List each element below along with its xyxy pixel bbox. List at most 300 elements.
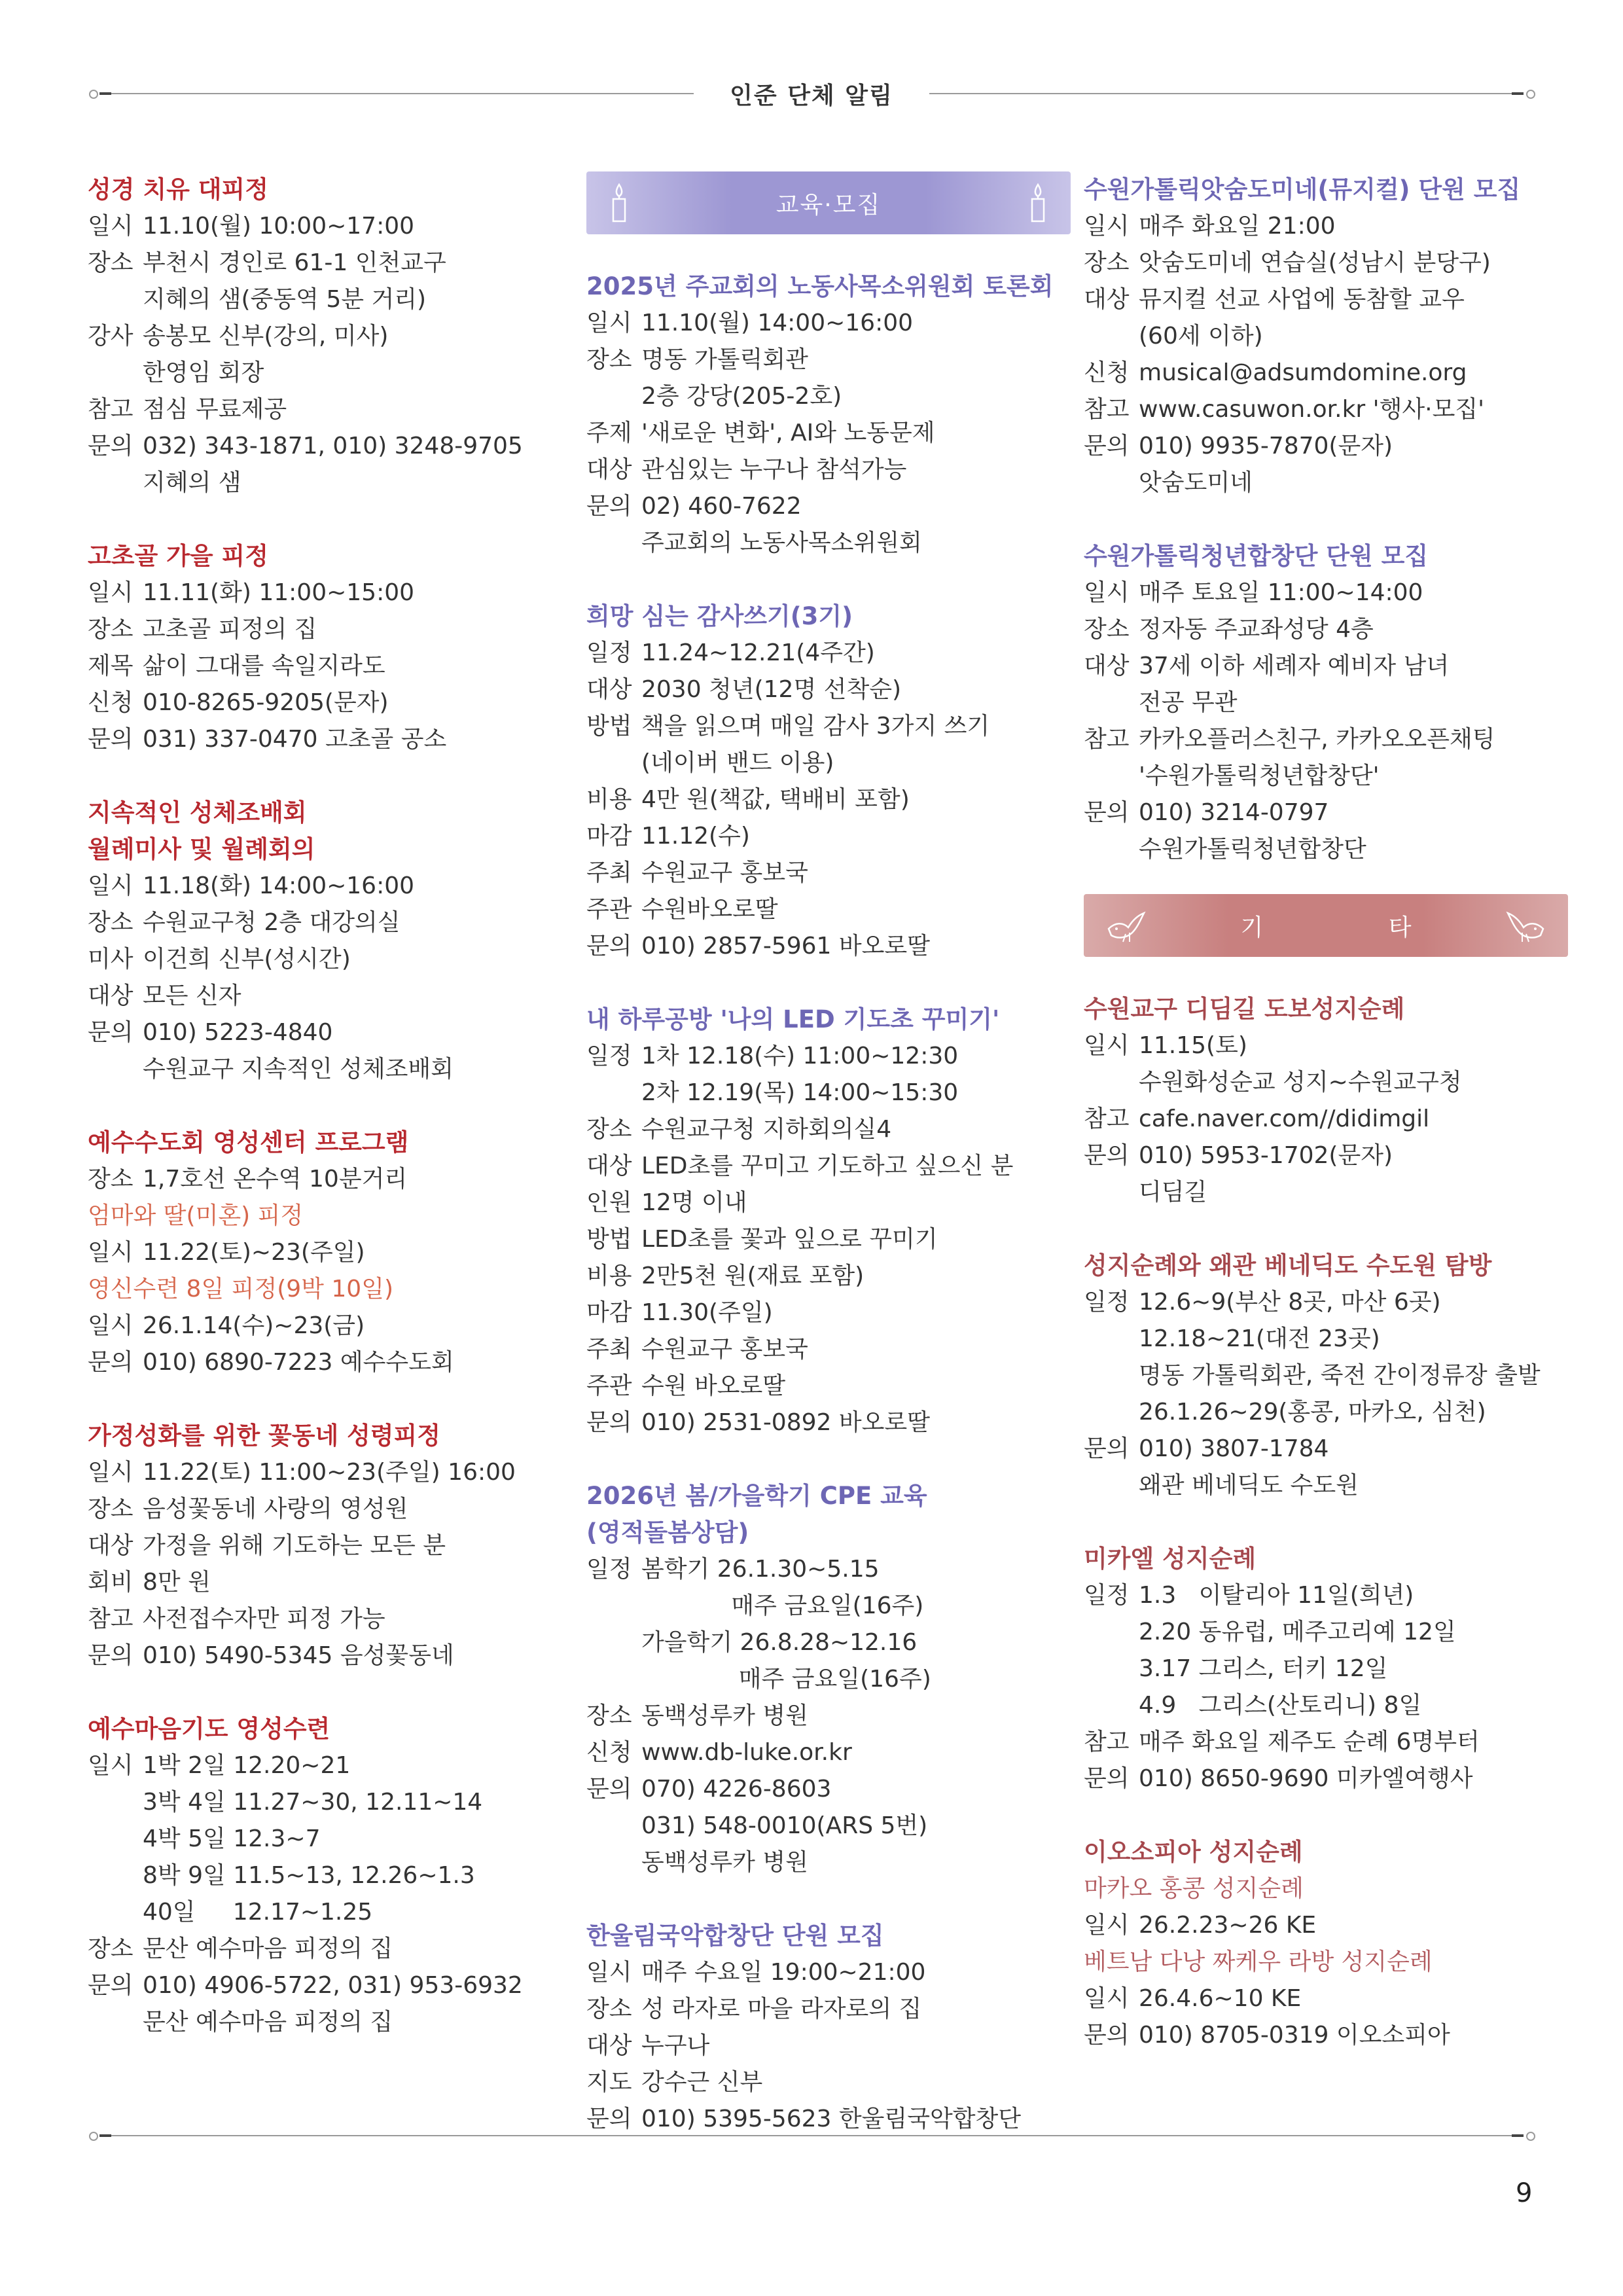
info-row xyxy=(88,1454,572,1491)
info-row xyxy=(1084,1394,1568,1431)
info-value: 12.6~9(부산 8곳, 마산 6곳) xyxy=(1139,1289,1441,1316)
info-label: 마감 xyxy=(586,1299,632,1326)
info-value: 매주 수요일 19:00~21:00 xyxy=(641,1959,926,1986)
info-row xyxy=(88,245,572,281)
info-label: 회비 xyxy=(88,1569,134,1596)
info-row xyxy=(88,905,572,941)
info-row xyxy=(1084,1431,1568,1467)
info-label: 문의 xyxy=(586,493,632,520)
info-label: 일시 xyxy=(1084,1032,1130,1059)
info-row xyxy=(586,2101,1071,2138)
info-row xyxy=(1084,795,1568,831)
info-value: 010) 3807-1784 xyxy=(1139,1435,1329,1462)
info-value: 11.22(토)~23(주일) xyxy=(143,1239,365,1266)
info-row xyxy=(88,355,572,391)
info-label xyxy=(88,355,143,391)
info-value: 지혜의 샘 xyxy=(143,469,241,496)
info-label: 일시 xyxy=(1084,579,1130,606)
info-value: 010) 8650-9690 미카엘여행사 xyxy=(1139,1765,1473,1792)
info-label: 비용 xyxy=(586,786,632,813)
event-block xyxy=(586,1001,1071,1441)
info-value: 수원바오로딸 xyxy=(641,896,778,923)
info-label: 참고 xyxy=(1084,1105,1130,1132)
info-value: 010-8265-9205(문자) xyxy=(143,689,389,716)
info-label: 문의 xyxy=(88,1972,134,1999)
event-block xyxy=(88,171,572,501)
info-label xyxy=(88,2004,143,2041)
info-row xyxy=(1084,648,1568,685)
info-value: 2.20 동유럽, 메주고리예 12일 xyxy=(1139,1619,1456,1645)
info-label: 대상 xyxy=(1084,653,1130,679)
info-row xyxy=(1084,1174,1568,1211)
education-banner-label: 교육·모집 xyxy=(776,191,882,219)
info-value: 11.15(토) xyxy=(1139,1032,1247,1059)
info-label: 지도 xyxy=(586,2069,632,2096)
info-row xyxy=(88,1344,572,1381)
info-value: 031) 548-0010(ARS 5번) xyxy=(641,1812,928,1839)
info-value: 010) 2531-0892 바오로딸 xyxy=(641,1409,930,1436)
info-label: 장소 xyxy=(586,1702,632,1729)
info-value: 문산 예수마음 피정의 집 xyxy=(143,1935,393,1962)
info-row xyxy=(88,1014,572,1051)
info-row xyxy=(586,488,1071,525)
info-label: 신청 xyxy=(586,1739,632,1766)
info-value: 11.12(수) xyxy=(641,823,750,850)
info-row xyxy=(1084,355,1568,391)
info-value: LED초를 꾸미고 기도하고 싶으신 분 xyxy=(641,1153,1014,1179)
info-label: 참고 xyxy=(1084,396,1130,423)
info-row xyxy=(1084,245,1568,281)
info-row xyxy=(88,1748,572,1784)
info-row xyxy=(88,318,572,355)
info-label xyxy=(88,281,143,318)
info-label: 일정 xyxy=(586,639,632,666)
info-row xyxy=(1084,465,1568,501)
event-title: 예수마음기도 영성수련 xyxy=(88,1715,330,1743)
info-value: 수원 바오로딸 xyxy=(641,1372,786,1399)
info-value: 부천시 경인로 61-1 인천교구 xyxy=(143,249,446,276)
dove-icon xyxy=(1103,903,1149,948)
info-row xyxy=(586,635,1071,672)
info-value: 수원교구 지속적인 성체조배회 xyxy=(143,1056,454,1083)
info-label: 문의 xyxy=(1084,1435,1130,1462)
info-value: 2차 12.19(목) 14:00~15:30 xyxy=(641,1079,959,1106)
info-value: 점심 무료제공 xyxy=(143,396,287,423)
info-value: '새로운 변화', AI와 노동문제 xyxy=(641,420,935,446)
column-3 xyxy=(1084,171,1568,2090)
info-row xyxy=(586,1624,1071,1661)
event-title: 지속적인 성체조배회 xyxy=(88,798,307,827)
candle-icon xyxy=(606,182,632,224)
info-label xyxy=(586,525,641,562)
info-value: (60세 이하) xyxy=(1139,323,1263,350)
info-label: 일정 xyxy=(1084,1582,1130,1609)
info-label: 강사 xyxy=(88,323,134,350)
info-row xyxy=(1084,1724,1568,1761)
info-label: 일정 xyxy=(586,1556,632,1583)
info-label: 참고 xyxy=(1084,726,1130,753)
info-value: 관심있는 누구나 참석가능 xyxy=(641,456,907,483)
event-title-line2: 월례미사 및 월례회의 xyxy=(88,835,315,863)
info-label: 참고 xyxy=(1084,1729,1130,1755)
info-value: 전공 무관 xyxy=(1139,689,1238,716)
info-row xyxy=(1084,1981,1568,2017)
info-value: 010) 8705-0319 이오소피아 xyxy=(1139,2022,1450,2049)
info-label xyxy=(1084,831,1139,868)
event-block xyxy=(88,1124,572,1381)
info-value: 11.22(토) 11:00~23(주일) 16:00 xyxy=(143,1459,516,1486)
info-value: 3.17 그리스, 터키 12일 xyxy=(1139,1655,1388,1682)
info-row xyxy=(586,891,1071,928)
info-value: 010) 9935-7870(문자) xyxy=(1139,433,1393,459)
info-row xyxy=(586,1185,1071,1221)
info-row xyxy=(586,928,1071,965)
info-label xyxy=(1084,1687,1139,1724)
info-label: 대상 xyxy=(88,982,134,1009)
info-value: 11.18(화) 14:00~16:00 xyxy=(143,872,415,899)
info-row xyxy=(1084,611,1568,648)
info-row xyxy=(88,391,572,428)
info-row xyxy=(586,672,1071,708)
info-label: 일시 xyxy=(88,1312,134,1339)
info-value: 동백성루카 병원 xyxy=(641,1849,808,1876)
info-value: 070) 4226-8603 xyxy=(641,1776,832,1803)
info-row xyxy=(1084,1907,1568,1944)
info-row xyxy=(586,1698,1071,1734)
info-row xyxy=(586,818,1071,855)
event-title: 미카엘 성지순례 xyxy=(1084,1545,1257,1573)
info-row xyxy=(1084,2017,1568,2054)
info-row xyxy=(88,1161,572,1198)
info-label: 대상 xyxy=(586,676,632,703)
info-label: 장소 xyxy=(88,1935,134,1962)
info-row xyxy=(1084,1357,1568,1394)
info-label xyxy=(88,465,143,501)
info-value: 11.11(화) 11:00~15:00 xyxy=(143,579,415,606)
event-title: 2026년 봄/가을학기 CPE 교육 xyxy=(586,1482,927,1510)
info-row xyxy=(88,465,572,501)
info-value: 1차 12.18(수) 11:00~12:30 xyxy=(641,1043,959,1069)
bottom-rule-right-dot xyxy=(1526,2132,1535,2141)
column-2 xyxy=(586,171,1071,2174)
event-title: 성경 치유 대피정 xyxy=(88,175,268,204)
info-label: 일시 xyxy=(88,1752,134,1779)
event-title: 내 하루공방 '나의 LED 기도초 꾸미기' xyxy=(586,1005,1000,1033)
info-value: 뮤지컬 선교 사업에 동참할 교우 xyxy=(1139,286,1465,313)
info-label: 일정 xyxy=(586,1043,632,1069)
info-value: 가을학기 26.8.28~12.16 xyxy=(641,1629,918,1656)
info-label: 일시 xyxy=(1084,1912,1130,1939)
info-row xyxy=(88,1564,572,1601)
info-label: 신청 xyxy=(88,689,134,716)
info-row xyxy=(88,1821,572,1857)
bottom-rule-left-dash xyxy=(99,2134,111,2137)
info-row xyxy=(88,1308,572,1344)
info-label: 문의 xyxy=(1084,2022,1130,2049)
info-value: 26.2.23~26 KE xyxy=(1139,1912,1317,1939)
info-row xyxy=(586,1075,1071,1111)
info-label: 장소 xyxy=(1084,616,1130,643)
event-title: 수원교구 디딤길 도보성지순례 xyxy=(1084,995,1405,1023)
info-value: 1,7호선 온수역 10분거리 xyxy=(143,1166,408,1193)
info-value: 디딤길 xyxy=(1139,1179,1207,1206)
info-label: 문의 xyxy=(586,2106,632,2132)
info-row xyxy=(1084,391,1568,428)
info-value: 26.1.14(수)~23(금) xyxy=(143,1312,365,1339)
event-title: 예수수도회 영성센터 프로그램 xyxy=(88,1128,409,1157)
info-label: 주관 xyxy=(586,1372,632,1399)
info-row xyxy=(1084,1614,1568,1651)
page-number: 9 xyxy=(1516,2178,1533,2208)
info-row xyxy=(586,855,1071,891)
info-value: 앗숨도미네 연습실(성남시 분당구) xyxy=(1139,249,1491,276)
info-value: (네이버 밴드 이용) xyxy=(641,749,834,776)
info-row xyxy=(1084,208,1568,245)
event-title: 성지순례와 왜관 베네딕도 수도원 탐방 xyxy=(1084,1251,1492,1280)
event-title: 2025년 주교회의 노동사목소위원회 토론회 xyxy=(586,272,1054,300)
info-row xyxy=(88,1638,572,1674)
info-value: 수원교구 홍보국 xyxy=(641,859,808,886)
event-block xyxy=(1084,538,1568,868)
info-value: 이건희 신부(성시간) xyxy=(143,946,351,973)
info-row xyxy=(1084,1028,1568,1064)
info-row xyxy=(1084,281,1568,318)
info-value: 010) 6890-7223 예수수도회 xyxy=(143,1349,454,1376)
info-row xyxy=(88,941,572,978)
info-label: 장소 xyxy=(586,346,632,373)
info-label: 일시 xyxy=(586,310,632,336)
info-row xyxy=(586,1221,1071,1258)
info-row xyxy=(88,1931,572,1967)
others-banner xyxy=(1084,894,1568,957)
info-value: 음성꽃동네 사랑의 영성원 xyxy=(143,1496,408,1522)
info-value: 명동 가톨릭회관 xyxy=(641,346,808,373)
info-value: 매주 금요일(16주) xyxy=(641,1666,931,1693)
info-label xyxy=(88,1784,143,1821)
info-row xyxy=(586,1258,1071,1295)
event-title: 한울림국악합창단 단원 모집 xyxy=(586,1922,884,1950)
info-label: 주최 xyxy=(586,859,632,886)
info-value: 명동 가톨릭회관, 죽전 간이정류장 출발 xyxy=(1139,1362,1541,1389)
info-value: 동백성루카 병원 xyxy=(641,1702,808,1729)
info-label xyxy=(586,745,641,781)
info-value: 4.9 그리스(산토리니) 8일 xyxy=(1139,1692,1422,1719)
info-value: 정자동 주교좌성당 4층 xyxy=(1139,616,1374,643)
info-label: 장소 xyxy=(586,1996,632,2022)
info-value: cafe.naver.com//didimgil xyxy=(1139,1105,1430,1132)
info-row xyxy=(586,1295,1071,1331)
info-row xyxy=(586,342,1071,378)
info-row xyxy=(88,1051,572,1088)
info-label: 문의 xyxy=(88,1349,134,1376)
info-label: 일정 xyxy=(1084,1289,1130,1316)
info-label xyxy=(586,1844,641,1881)
info-value: 11.10(월) 14:00~16:00 xyxy=(641,310,914,336)
info-row xyxy=(88,721,572,758)
info-label xyxy=(1084,465,1139,501)
info-value: 사전접수자만 피정 가능 xyxy=(143,1605,385,1632)
info-value: 031) 337-0470 고초골 공소 xyxy=(143,726,447,753)
info-label: 문의 xyxy=(1084,799,1130,826)
info-row xyxy=(1084,721,1568,758)
info-row xyxy=(586,1808,1071,1844)
info-label: 주제 xyxy=(586,420,632,446)
info-row xyxy=(586,745,1071,781)
info-value: 수원교구청 지하회의실4 xyxy=(641,1116,892,1143)
dove-icon xyxy=(1503,903,1548,948)
info-label: 문의 xyxy=(88,1642,134,1669)
info-label: 방법 xyxy=(586,713,632,740)
column-1 xyxy=(88,171,572,2077)
info-value: 1.3 이탈리아 11일(희년) xyxy=(1139,1582,1414,1609)
info-label xyxy=(1084,685,1139,721)
event-block xyxy=(1084,991,1568,1211)
info-label xyxy=(1084,1467,1139,1504)
info-row xyxy=(586,1551,1071,1588)
event-block xyxy=(88,538,572,758)
bottom-rule-line xyxy=(111,2135,1512,2136)
info-value: 책을 읽으며 매일 감사 3가지 쓰기 xyxy=(641,713,990,740)
info-label: 마감 xyxy=(586,823,632,850)
info-value: 010) 5223-4840 xyxy=(143,1019,333,1046)
bottom-rule-left-dot xyxy=(89,2132,98,2141)
info-label: 문의 xyxy=(586,1776,632,1803)
info-label: 대상 xyxy=(586,456,632,483)
info-value: 누구나 xyxy=(641,2032,710,2059)
info-value: 가정을 위해 기도하는 모든 분 xyxy=(143,1532,446,1559)
event-subtitle: 베트남 다낭 짜케우 라방 성지순례 xyxy=(1084,1948,1433,1975)
info-row xyxy=(88,208,572,245)
info-label: 방법 xyxy=(586,1226,632,1253)
info-label xyxy=(1084,758,1139,795)
info-value: 수원화성순교 성지~수원교구청 xyxy=(1139,1069,1462,1096)
info-row xyxy=(586,415,1071,452)
info-value: 삶이 그대를 속일지라도 xyxy=(143,653,385,679)
info-row xyxy=(586,1734,1071,1771)
info-value: 수원교구 홍보국 xyxy=(641,1336,808,1363)
info-row xyxy=(88,1491,572,1528)
info-value: 송봉모 신부(강의, 미사) xyxy=(143,323,389,350)
info-row xyxy=(586,781,1071,818)
info-label: 문의 xyxy=(1084,1142,1130,1169)
event-subtitle: 마카오 홍콩 성지순례 xyxy=(1084,1875,1304,1902)
info-value: 수원교구청 2층 대강의실 xyxy=(143,909,401,936)
info-value: '수원가톨릭청년합창단' xyxy=(1139,762,1380,789)
info-value: 2030 청년(12명 선착순) xyxy=(641,676,902,703)
info-label: 참고 xyxy=(88,396,134,423)
info-label xyxy=(1084,1321,1139,1357)
info-label: 비용 xyxy=(586,1263,632,1289)
info-label xyxy=(88,1894,143,1931)
info-row xyxy=(1084,1651,1568,1687)
info-row xyxy=(586,708,1071,745)
info-row xyxy=(1084,1284,1568,1321)
info-row xyxy=(586,452,1071,488)
info-row xyxy=(586,525,1071,562)
event-block xyxy=(586,598,1071,965)
page-header-title: 인준 단체 알림 xyxy=(710,82,913,109)
info-value: 010) 5953-1702(문자) xyxy=(1139,1142,1393,1169)
event-subtitle: 영신수련 8일 피정(9박 10일) xyxy=(88,1276,394,1302)
info-label xyxy=(586,1075,641,1111)
event-title: 수원가톨릭앗숨도미네(뮤지컬) 단원 모집 xyxy=(1084,175,1521,204)
info-row xyxy=(1084,428,1568,465)
info-label: 일시 xyxy=(586,1959,632,1986)
event-block xyxy=(586,1918,1071,2138)
info-row xyxy=(88,1528,572,1564)
event-block xyxy=(88,1711,572,2041)
info-row xyxy=(88,1967,572,2004)
info-label xyxy=(88,1051,143,1088)
info-row xyxy=(1084,1138,1568,1174)
info-label: 장소 xyxy=(88,909,134,936)
info-row xyxy=(1084,1064,1568,1101)
info-value: 032) 343-1871, 010) 3248-9705 xyxy=(143,433,523,459)
info-row xyxy=(1084,831,1568,868)
info-row xyxy=(586,1148,1071,1185)
info-label: 장소 xyxy=(88,616,134,643)
info-label: 장소 xyxy=(1084,249,1130,276)
info-label: 문의 xyxy=(586,1409,632,1436)
info-label: 일시 xyxy=(1084,1985,1130,2012)
info-label: 일시 xyxy=(1084,213,1130,240)
info-label xyxy=(1084,1064,1139,1101)
info-label: 신청 xyxy=(1084,359,1130,386)
info-row xyxy=(88,868,572,905)
info-value: 카카오플러스친구, 카카오오픈채팅 xyxy=(1139,726,1495,753)
info-label xyxy=(1084,1357,1139,1394)
info-value: 앗숨도미네 xyxy=(1139,469,1253,496)
event-block xyxy=(88,1418,572,1674)
info-label: 일시 xyxy=(88,1459,134,1486)
info-value: 11.30(주일) xyxy=(641,1299,773,1326)
info-value: 한영임 회장 xyxy=(143,359,264,386)
info-label: 문의 xyxy=(88,433,134,459)
info-label: 문의 xyxy=(1084,433,1130,459)
info-row xyxy=(1084,758,1568,795)
info-row xyxy=(586,378,1071,415)
event-title: 가정성화를 위한 꽃동네 성령피정 xyxy=(88,1422,441,1450)
info-label: 문의 xyxy=(586,933,632,960)
info-row xyxy=(586,1038,1071,1075)
info-row xyxy=(88,281,572,318)
event-block xyxy=(1084,171,1568,501)
info-value: 고초골 피정의 집 xyxy=(143,616,317,643)
info-row xyxy=(586,2028,1071,2064)
info-label xyxy=(586,1624,641,1661)
info-value: 26.1.26~29(홍콩, 마카오, 심천) xyxy=(1139,1399,1486,1426)
info-label xyxy=(1084,318,1139,355)
info-row xyxy=(586,305,1071,342)
info-value: www.casuwon.or.kr '행사·모집' xyxy=(1139,396,1485,423)
info-value: 8만 원 xyxy=(143,1569,211,1596)
info-row xyxy=(586,2064,1071,2101)
event-block xyxy=(1084,1541,1568,1797)
info-value: 2만5천 원(재료 포함) xyxy=(641,1263,865,1289)
info-label xyxy=(88,1857,143,1894)
info-value: 매주 금요일(16주) xyxy=(641,1592,924,1619)
candle-icon xyxy=(1025,182,1051,224)
info-label: 문의 xyxy=(1084,1765,1130,1792)
event-block xyxy=(586,268,1071,562)
info-label: 장소 xyxy=(586,1116,632,1143)
info-row xyxy=(88,611,572,648)
info-label: 대상 xyxy=(88,1532,134,1559)
info-row xyxy=(586,1368,1071,1405)
info-value: 8박 9일 11.5~13, 12.26~1.3 xyxy=(143,1862,475,1889)
info-row xyxy=(88,1601,572,1638)
info-value: www.db-luke.or.kr xyxy=(641,1739,852,1766)
